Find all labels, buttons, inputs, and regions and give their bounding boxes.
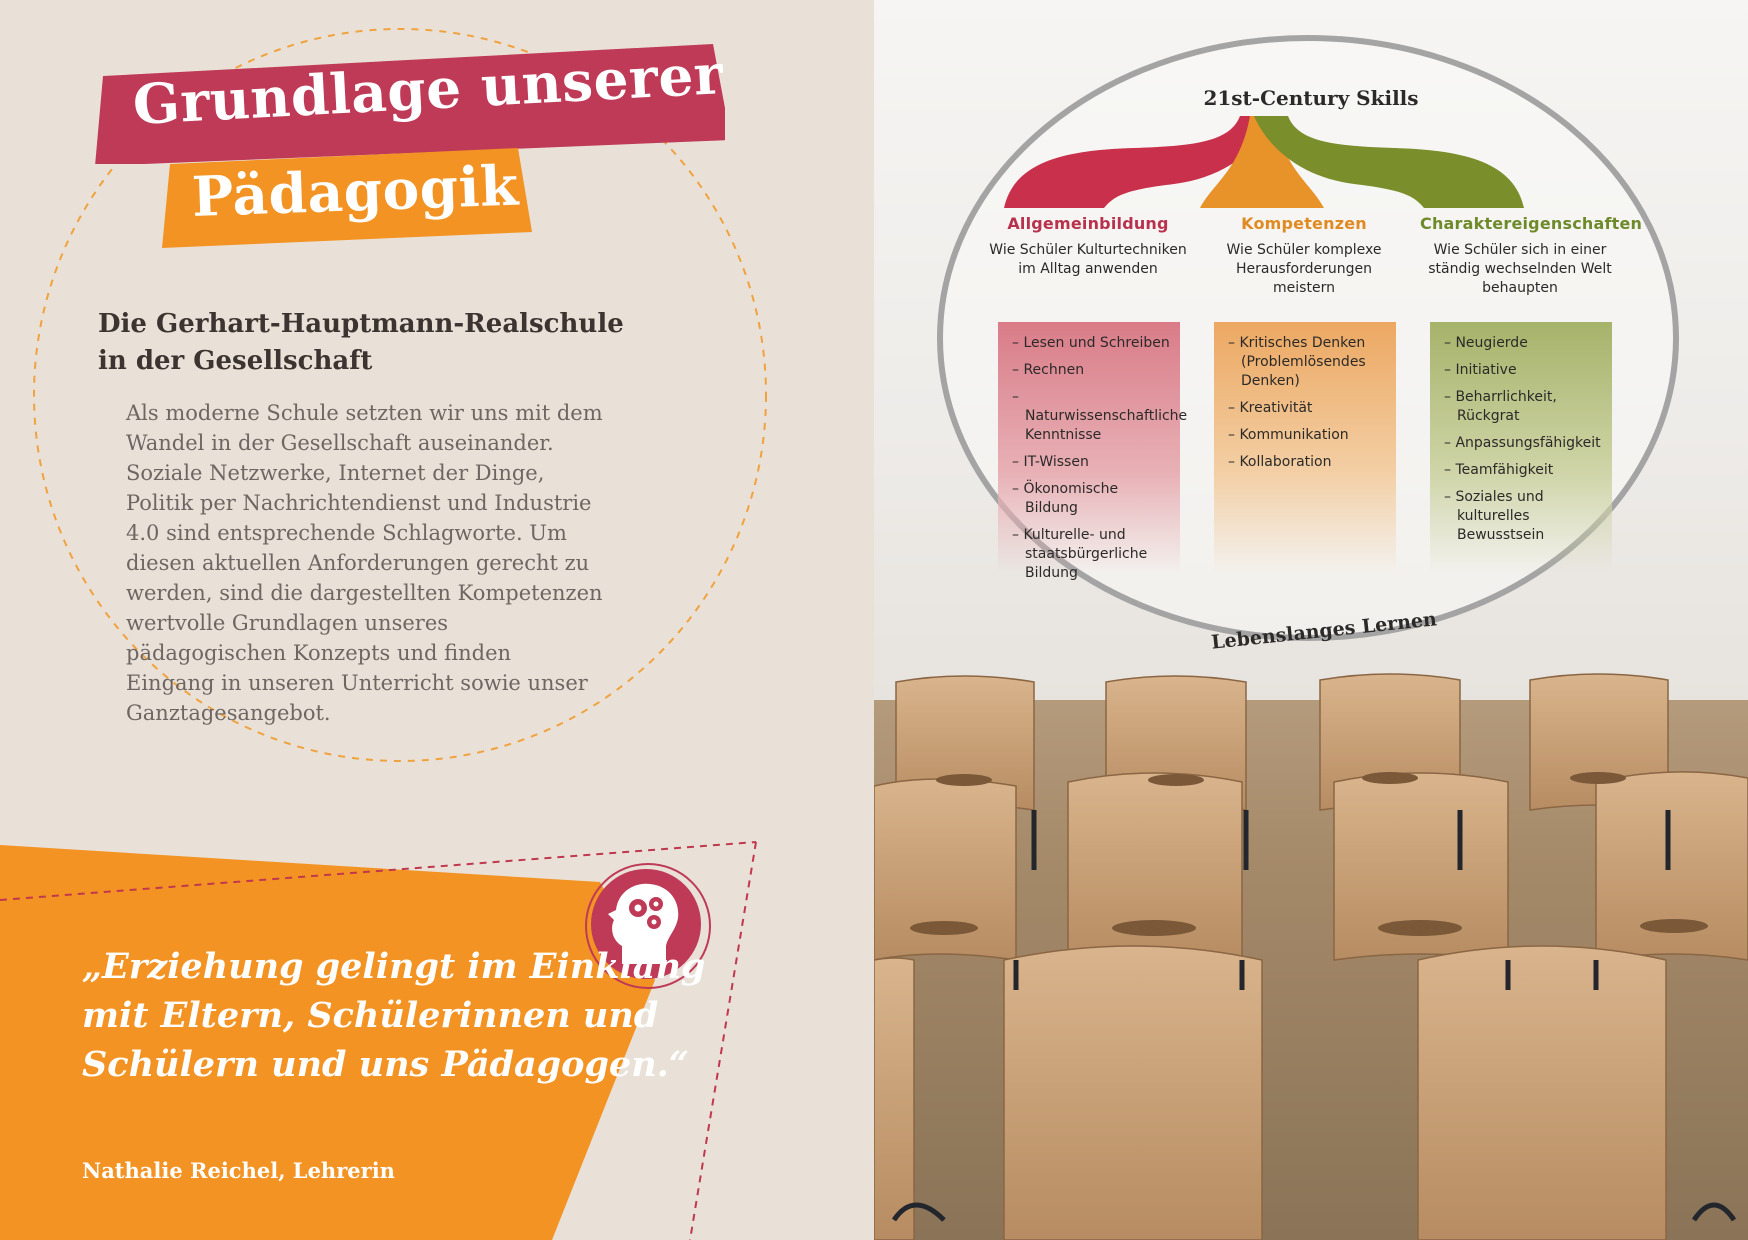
list-item: – Kreativität	[1228, 399, 1390, 418]
list-item: – IT-Wissen	[1012, 453, 1174, 472]
quote-author: Nathalie Reichel, Lehrerin	[82, 1158, 395, 1183]
column-charaktereigenschaften	[1420, 214, 1643, 543]
title-banner-orange	[162, 148, 532, 250]
list-item: – Kulturelle- und staatsbürgerliche Bildung	[1012, 526, 1174, 583]
list-item: – Naturwissenschaftliche Kenntnisse	[1012, 388, 1174, 445]
classroom-chairs-photo	[874, 660, 1748, 1240]
sub-heading: Die Gerhart-Hauptmann-Realschule in der Gesellschaft	[98, 309, 624, 376]
list-item: – Kollaboration	[1228, 453, 1390, 472]
list-item: – Rechnen	[1012, 361, 1174, 380]
list-item: – Teamfähigkeit	[1444, 461, 1606, 480]
column-list	[998, 322, 1188, 583]
column-box	[998, 322, 1188, 581]
list-item: – Soziales und kulturelles Bewusstsein	[1444, 488, 1606, 545]
list-item: – Neugierde	[1444, 334, 1606, 353]
column-allgemeinbildung	[988, 214, 1188, 581]
column-box	[1214, 322, 1396, 574]
page-title-line-1: Grundlage unserer	[131, 41, 725, 137]
column-description: Wie Schüler komplexe Herausforderungen meistern	[1226, 242, 1382, 296]
diagram-title: 21st-Century Skills	[1203, 86, 1419, 110]
column-description: Wie Schüler sich in einer ständig wechselnden Welt behaupten	[1428, 242, 1612, 296]
column-title: Charaktereigenschaften	[1420, 214, 1643, 233]
title-banner-red	[95, 41, 725, 164]
list-item: – Initiative	[1444, 361, 1606, 380]
list-item: – Anpassungsfähigkeit	[1444, 434, 1606, 453]
list-item: – Kritisches Denken (Problemlösendes Denken)	[1228, 334, 1390, 391]
body-text: Als moderne Schule setzten wir uns mit dem Wandel in der Gesellschaft auseinander. Soziale Netzwerke, Internet der Dinge, Politik per Nachrichtendienst und Industrie 4.0 sind entsprechende Schlagworte. Um diesen aktuellen Anforderungen gerecht zu werden, sind die dargestellten Kompetenzen wertvolle Grundlagen unseres pädagogischen Konzepts und finden Eingang in unseren Unterricht sowie unser Ganztagesangebot.	[126, 401, 603, 725]
list-item: – Kommunikation	[1228, 426, 1390, 445]
diagram-connector-shapes	[1004, 112, 1524, 208]
column-box	[1430, 322, 1612, 574]
list-item: – Lesen und Schreiben	[1012, 334, 1174, 353]
column-kompetenzen	[1204, 214, 1404, 470]
column-list	[1430, 322, 1612, 545]
diagram-footer: Lebenslanges Lernen	[1210, 608, 1438, 654]
column-title: Kompetenzen	[1241, 214, 1367, 233]
column-description: Wie Schüler Kulturtechniken im Alltag anwenden	[989, 242, 1187, 277]
quote-text: „Erziehung gelingt im Einklang mit Eltern, Schülerinnen und Schülern und uns Pädagogen.“	[82, 946, 706, 1085]
column-list	[1214, 322, 1396, 472]
column-title: Allgemeinbildung	[1007, 214, 1169, 233]
page-title-line-2: Pädagogik	[190, 152, 520, 229]
right-page	[874, 0, 1748, 1240]
list-item: – Beharrlichkeit, Rückgrat	[1444, 388, 1606, 426]
list-item: – Ökonomische Bildung	[1012, 480, 1174, 518]
